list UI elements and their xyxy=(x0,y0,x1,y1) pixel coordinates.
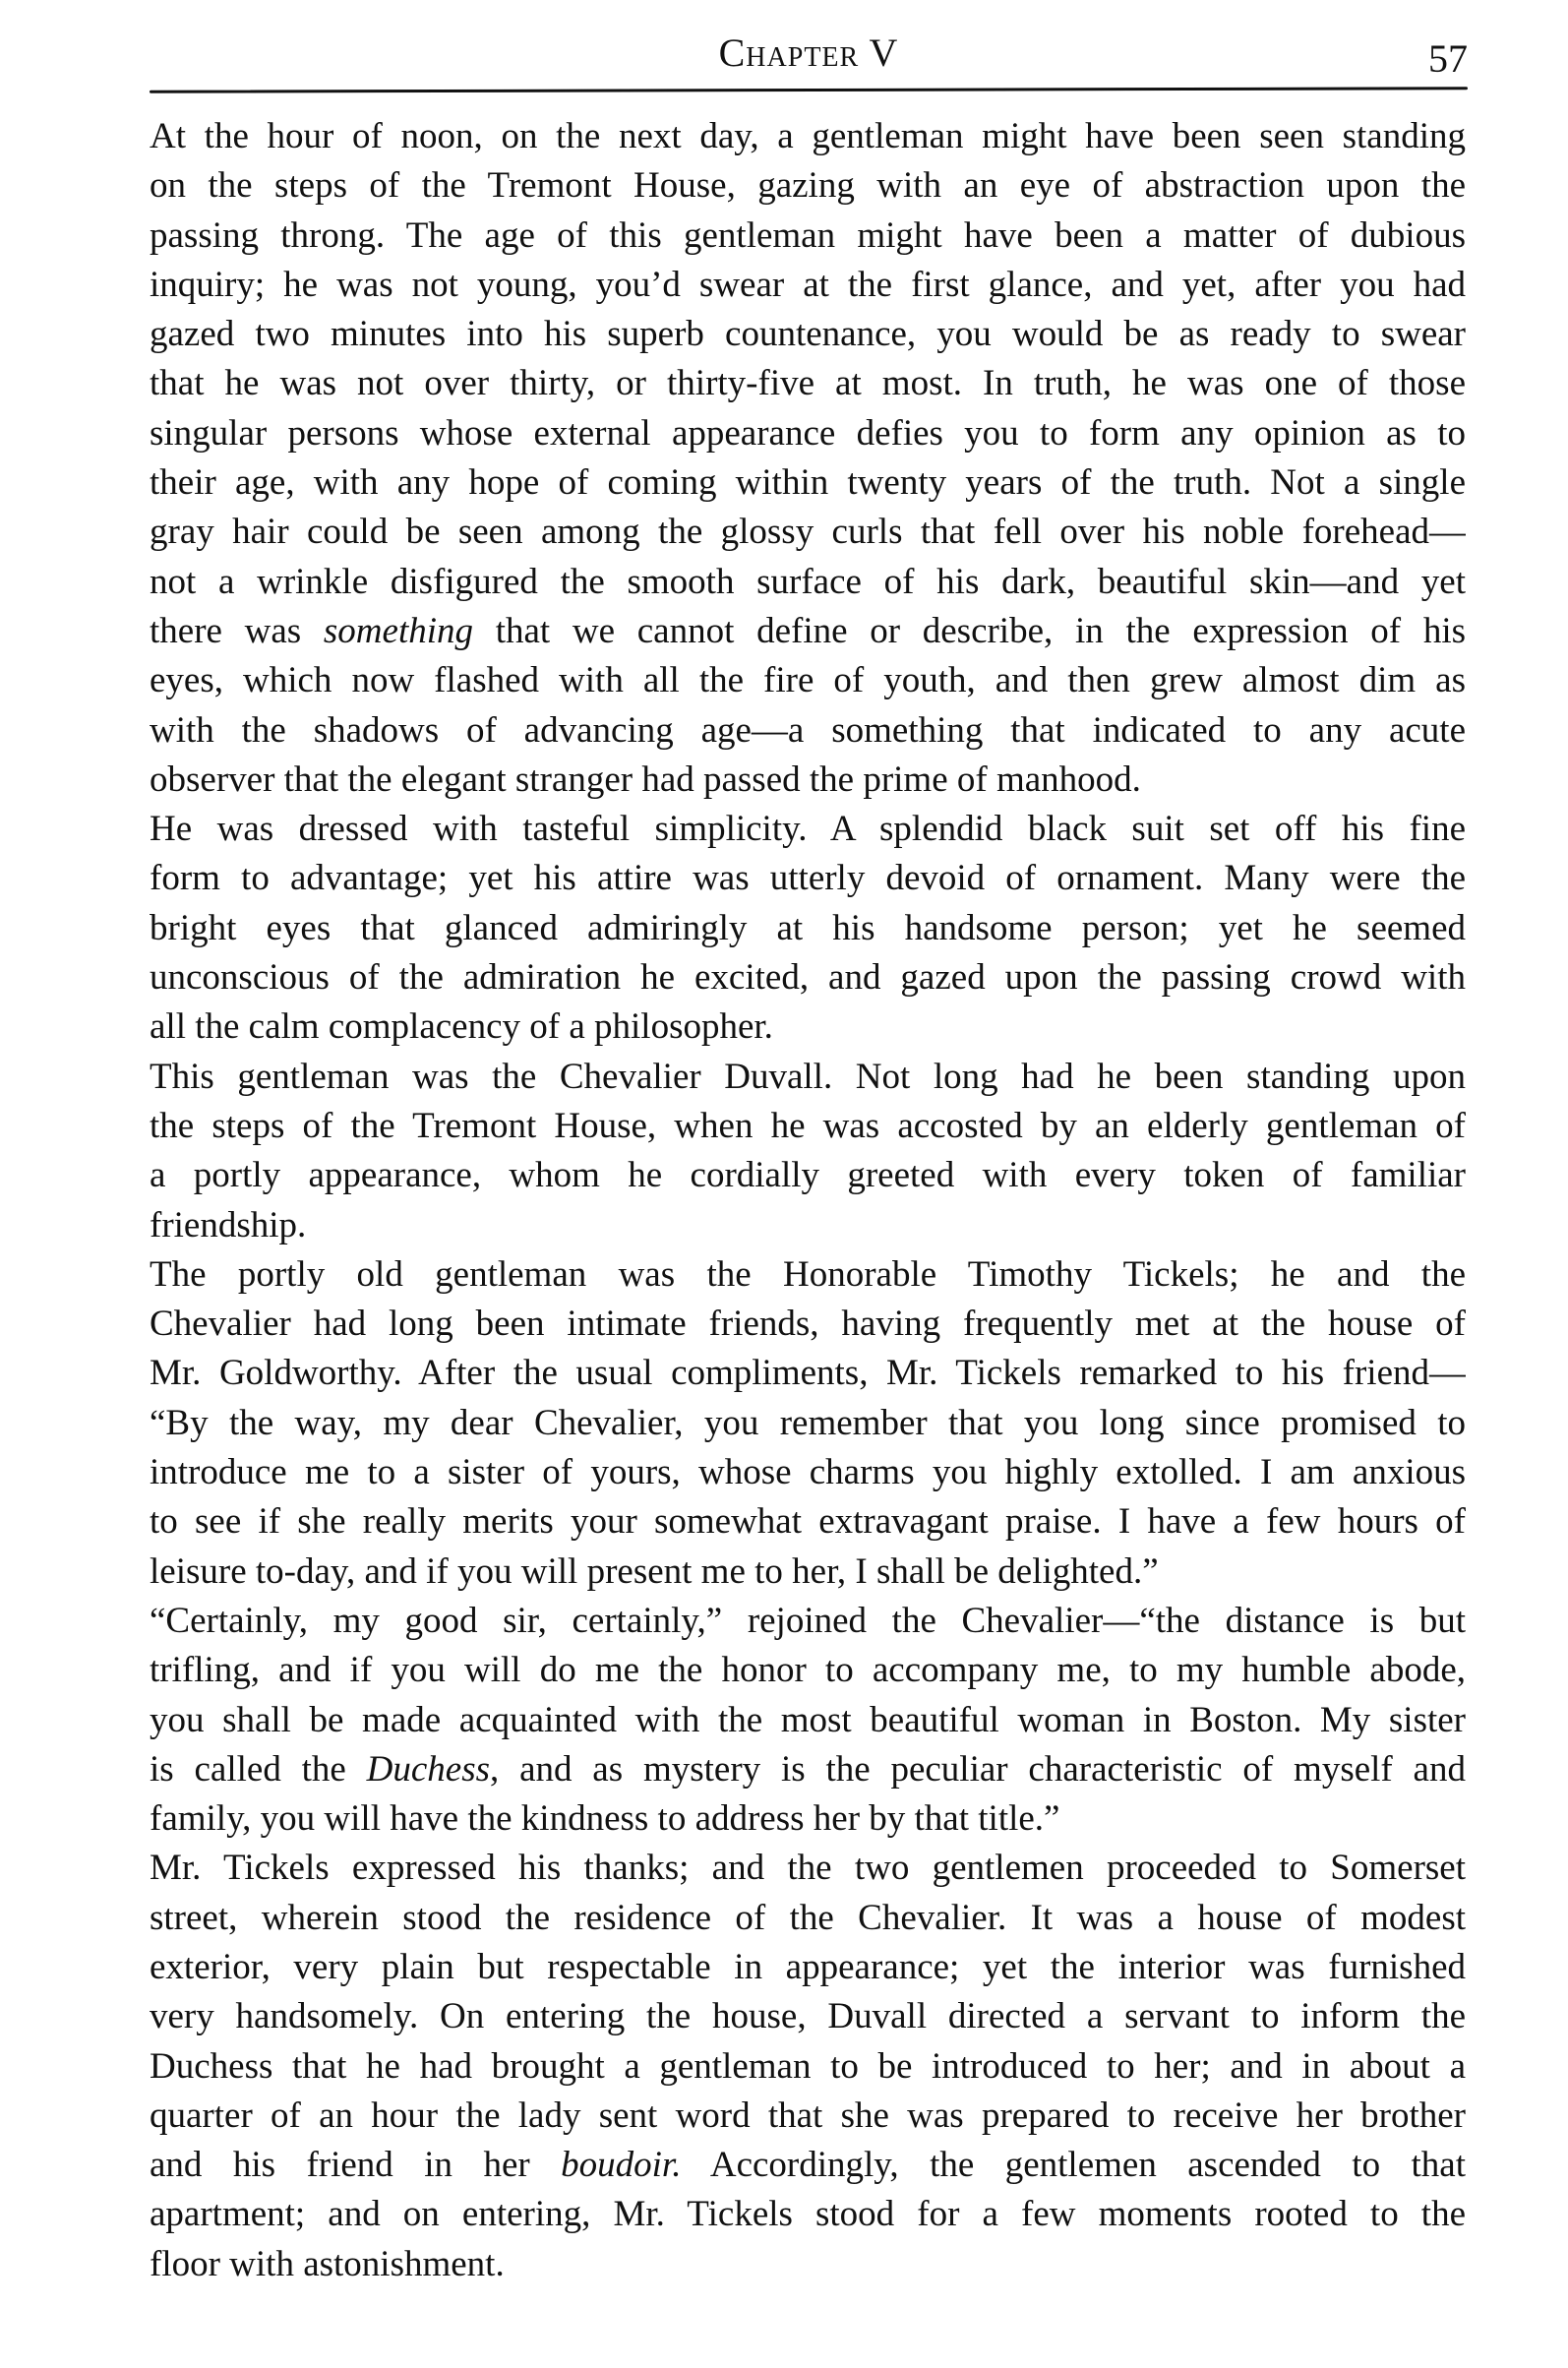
text-span: there was xyxy=(150,610,324,651)
italic-emphasis: something xyxy=(323,610,474,651)
text-line: “Certainly, my good sir, certainly,” rejoined the Chevalier—“the distance is but xyxy=(150,1600,1466,1641)
text-line: observer that the elegant stranger had passed the prime of manhood. xyxy=(150,759,1141,800)
text-line: floor with astonishment. xyxy=(150,2243,505,2284)
text-span: is called the xyxy=(150,1748,367,1790)
text-line: you shall be made acquainted with the most beautiful woman in Boston. My sister xyxy=(150,1699,1466,1740)
text-line: quarter of an hour the lady sent word that she was prepared to receive her brother xyxy=(150,2095,1466,2136)
text-span: , and as mystery is the peculiar characteristic of myself and xyxy=(490,1748,1466,1790)
text-line: At the hour of noon, on the next day, a gentleman might have been seen standing xyxy=(150,116,1466,156)
text-line: Duchess that he had brought a gentleman to be introduced to her; and in about a xyxy=(150,2045,1466,2087)
text-line: to see if she really merits your somewhat extravagant praise. I have a few hours of xyxy=(150,1501,1466,1543)
text-line: bright eyes that glanced admiringly at his handsome person; yet he seemed xyxy=(150,907,1466,948)
text-line: inquiry; he was not young, you’d swear at the first glance, and yet, after you had xyxy=(150,264,1466,305)
text-line: unconscious of the admiration he excited, and gazed upon the passing crowd with xyxy=(150,957,1466,999)
text-line: Chevalier had long been intimate friends, having frequently met at the house of xyxy=(150,1304,1466,1345)
text-line: leisure to-day, and if you will present me to her, I shall be delighted.” xyxy=(150,1550,1159,1592)
text-line: Mr. Goldworthy. After the usual compliments, Mr. Tickels remarked to his friend— xyxy=(150,1353,1466,1394)
text-span: and his friend in her xyxy=(150,2145,562,2186)
italic-emphasis: Duchess xyxy=(366,1748,491,1790)
text-line: gazed two minutes into his superb countenance, you would be as ready to swear xyxy=(150,314,1466,355)
text-line: passing throng. The age of this gentleman might have been a matter of dubious xyxy=(150,214,1466,256)
text-line: trifling, and if you will do me the honor to accompany me, to my humble abode, xyxy=(150,1650,1466,1691)
text-line: family, you will have the kindness to address her by that title.” xyxy=(150,1798,1060,1840)
text-line: apartment; and on entering, Mr. Tickels stood for a few moments rooted to the xyxy=(150,2194,1466,2235)
text-span: that we cannot define or describe, in the expression of his xyxy=(473,610,1466,651)
italic-emphasis: boudoir. xyxy=(561,2145,682,2186)
body-text xyxy=(150,112,1466,2289)
text-line: not a wrinkle disfigured the smooth surface of his dark, beautiful skin—and yet xyxy=(150,561,1466,602)
text-line: a portly appearance, whom he cordially greeted with every token of familiar xyxy=(150,1155,1466,1196)
text-line: the steps of the Tremont House, when he was accosted by an elderly gentleman of xyxy=(150,1105,1466,1146)
text-line: exterior, very plain but respectable in appearance; yet the interior was furnished xyxy=(150,1946,1466,1987)
text-line xyxy=(150,2141,1466,2190)
text-line: their age, with any hope of coming within twenty years of the truth. Not a single xyxy=(150,462,1466,504)
running-header xyxy=(150,30,1468,89)
text-line: on the steps of the Tremont House, gazing with an eye of abstraction upon the xyxy=(150,165,1466,207)
text-line: He was dressed with tasteful simplicity. A splendid black suit set off his fine xyxy=(150,809,1466,850)
text-span: Accordingly, the gentlemen ascended to that xyxy=(681,2145,1466,2186)
text-line: The portly old gentleman was the Honorable Timothy Tickels; he and the xyxy=(150,1253,1466,1295)
text-line: Mr. Tickels expressed his thanks; and the two gentlemen proceeded to Somerset xyxy=(150,1848,1466,1889)
text-line: “By the way, my dear Chevalier, you remember that you long since promised to xyxy=(150,1402,1466,1443)
page-number: 57 xyxy=(1428,36,1468,81)
text-line: that he was not over thirty, or thirty-five at most. In truth, he was one of those xyxy=(150,363,1466,404)
text-line: street, wherein stood the residence of the Chevalier. It was a house of modest xyxy=(150,1897,1466,1938)
text-line: singular persons whose external appearance defies you to form any opinion as to xyxy=(150,412,1466,454)
text-line xyxy=(150,607,1466,656)
text-line: This gentleman was the Chevalier Duvall. Not long had he been standing upon xyxy=(150,1056,1466,1097)
text-line: friendship. xyxy=(150,1204,307,1245)
text-line: gray hair could be seen among the glossy curls that fell over his noble forehead— xyxy=(150,512,1466,553)
text-line xyxy=(150,1745,1466,1794)
text-line: introduce me to a sister of yours, whose charms you highly extolled. I am anxious xyxy=(150,1452,1466,1493)
text-line: very handsomely. On entering the house, Duvall directed a servant to inform the xyxy=(150,1996,1466,2037)
text-line: form to advantage; yet his attire was utterly devoid of ornament. Many were the xyxy=(150,858,1466,899)
chapter-title: Chapter V xyxy=(718,30,899,75)
text-line: all the calm complacency of a philosopher. xyxy=(150,1006,773,1048)
text-line: eyes, which now flashed with all the fire of youth, and then grew almost dim as xyxy=(150,660,1466,701)
text-line: with the shadows of advancing age—a something that indicated to any acute xyxy=(150,709,1466,751)
